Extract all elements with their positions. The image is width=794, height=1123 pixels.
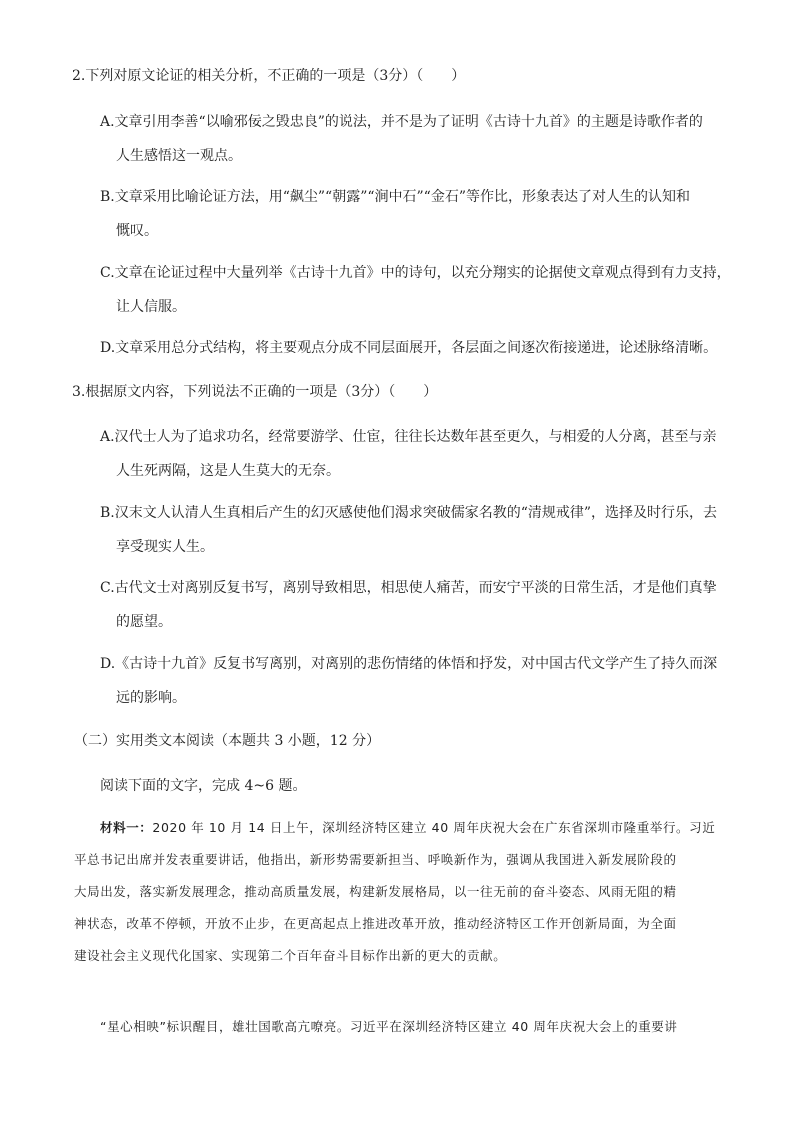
- option-text-line: B.汉末文人认清人生真相后产生的幻灭感使他们渴求突破儒家名教的“清规戒律”，选择及时行乐，去: [100, 505, 718, 521]
- option-text-line: B.文章采用比喻论证方法，用“飙尘”“朝露”“涧中石”“金石”等作比，形象表达了对人生的认知和: [100, 189, 690, 205]
- option-text-line: D.文章采用总分式结构，将主要观点分成不同层面展开，各层面之间逐次衔接递进，论述脉络清晰。: [100, 340, 718, 356]
- option-text-line: 慨叹。: [116, 223, 158, 239]
- option-text-line: 享受现实人生。: [116, 539, 214, 555]
- material-line: 大局出发，落实新发展理念，推动高质量发展，构建新发展格局，以一往无前的奋斗姿态、风雨无阻的精: [74, 884, 677, 899]
- option-text-line: C.文章在论证过程中大量列举《古诗十九首》中的诗句，以充分翔实的论据使文章观点得到有力支持，: [100, 265, 731, 281]
- option-text-line: 的愿望。: [116, 614, 172, 630]
- option-text-line: 远的影响。: [116, 690, 186, 706]
- option-text-line: D.《古诗十九首》反复书写离别，对离别的悲伤情绪的体悟和抒发，对中国古代文学产生了持久而深: [100, 656, 718, 672]
- section-intro: 阅读下面的文字，完成 4~6 题。: [100, 778, 307, 794]
- material-label: 材料一：: [100, 820, 153, 835]
- option-text-line: 人生死两隔，这是人生莫大的无奈。: [116, 463, 340, 479]
- question-2-option-a[interactable]: [100, 105, 728, 173]
- material-line: 平总书记出席并发表重要讲话，他指出，新形势需要新担当、呼唤新作为，强调从我国进入新发展阶段的: [74, 852, 677, 867]
- option-text-line: A.文章引用李善“以喻邪佞之毁忠良”的说法，并不是为了证明《古诗十九首》的主题是诗歌作者的: [100, 114, 703, 130]
- question-3-option-b[interactable]: [100, 496, 728, 564]
- material-1: [74, 812, 724, 972]
- question-3-option-a[interactable]: [100, 420, 728, 488]
- question-2-stem: 2.下列对原文论证的相关分析，不正确的一项是（3分）（ ）: [72, 68, 466, 84]
- question-3-stem: 3.根据原文内容，下列说法不正确的一项是（3分）（ ）: [72, 384, 438, 400]
- question-2-option-b[interactable]: [100, 180, 728, 248]
- question-3-option-c[interactable]: [100, 571, 728, 639]
- question-3-option-d[interactable]: [100, 647, 728, 715]
- question-2-option-d[interactable]: [100, 331, 728, 365]
- material-line: 神状态，改革不停顿，开放不止步，在更高起点上推进改革开放，推动经济特区工作开创新局面，为全面: [74, 916, 677, 931]
- material-line: [74, 812, 724, 844]
- material-line-text: 2020 年 10 月 14 日上午，深圳经济特区建立 40 周年庆祝大会在广东省深圳市隆重举行。习近: [152, 820, 716, 835]
- material-line: 建设社会主义现代化国家、实现第二个百年奋斗目标作出新的更大的贡献。: [74, 948, 507, 963]
- material-1-paragraph-2: [74, 1011, 724, 1043]
- material-line: “星心相映”标识醒目，雄壮国歌高亢嘹亮。习近平在深圳经济特区建立 40 周年庆祝大会上的重要讲: [100, 1019, 678, 1034]
- option-text-line: A.汉代士人为了追求功名，经常要游学、仕宦，往往长达数年甚至更久，与相爱的人分离，甚至与亲: [100, 429, 717, 445]
- option-text-line: C.古代文士对离别反复书写，离别导致相思，相思使人痛苦，而安宁平淡的日常生活，才是他们真挚: [100, 580, 717, 596]
- option-text-line: 人生感悟这一观点。: [116, 148, 242, 164]
- question-2-option-c[interactable]: [100, 256, 731, 324]
- option-text-line: 让人信服。: [116, 299, 186, 315]
- section-title: （二）实用类文本阅读（本题共 3 小题，12 分）: [74, 733, 381, 749]
